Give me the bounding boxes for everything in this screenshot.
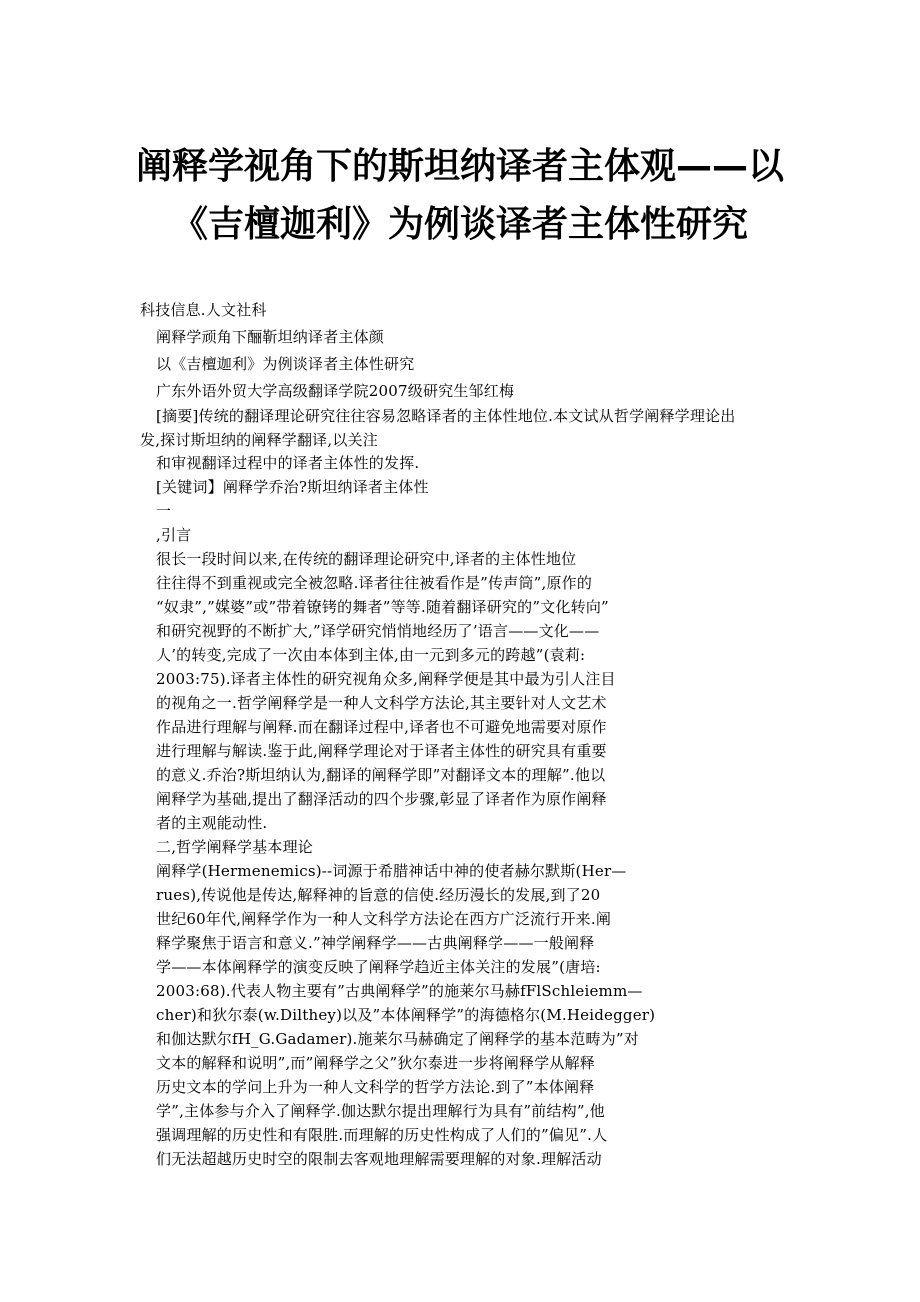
body-line: 学——本体阐释学的演变反映了阐释学趋近主体关注的发展”(唐培: xyxy=(156,958,601,976)
body-line: “奴隶”,”媒婆”或”带着镣铐的舞者”等等.随着翻译研究的”文化转向” xyxy=(156,598,609,616)
body-line: rues),传说他是传达,解释神的旨意的信使.经历漫长的发展,到了20 xyxy=(156,886,601,904)
section-heading: ,引言 xyxy=(156,526,192,544)
body-line: 们无法超越历史时空的限制去客观地理解需要理解的对象.理解活动 xyxy=(156,1150,602,1168)
body-line: 强调理解的历史性和有限胜.而理解的历史性构成了人们的”偏见”.人 xyxy=(156,1126,608,1144)
body-line: 人’的转变,完成了一次由本体到主体,由一元到多元的跨越”(袁莉: xyxy=(156,646,586,664)
abstract-line: 发,探讨斯坦纳的阐释学翻译,以关注 xyxy=(140,431,378,449)
body-line: 阐释学(Hermenemics)--词源于希腊神话中神的使者赫尔默斯(Her— xyxy=(156,862,627,880)
author-line: 广东外语外贸大学高级翻译学院2007级研究生邹红梅 xyxy=(156,382,515,400)
body-line: 和研究视野的不断扩大,”译学研究悄悄地经历了’语言——文化—— xyxy=(156,622,600,640)
article-subtitle: 以《吉檀迦利》为例谈译者主体性研究 xyxy=(156,355,415,373)
document-title-line-2: 《吉檀迦利》为例谈译者主体性研究 xyxy=(171,204,748,245)
body-line: 释学聚焦于语言和意义.”神学阐释学——古典阐释学——一般阐释 xyxy=(156,934,595,952)
section-heading: 二,哲学阐释学基本理论 xyxy=(156,838,313,856)
body-line: 很长一段时间以来,在传统的翻译理论研究中,译者的主体性地位 xyxy=(156,550,577,568)
body-line: 作品进行理解与阐释.而在翻译过程中,译者也不可避免地需要对原作 xyxy=(156,718,607,736)
body-line: 的视角之一.哲学阐释学是一种人文科学方法论,其主要针对人文艺术 xyxy=(156,694,607,712)
keywords-line: [关键词】阐释学乔治?斯坦纳译者主体性 xyxy=(156,478,429,496)
body-line: 和伽达默尔fH_G.Gadamer).施莱尔马赫确定了阐释学的基本范畴为”对 xyxy=(156,1030,639,1048)
section-number: 一 xyxy=(156,502,172,520)
body-line: 世纪60年代,阐释学作为一种人文科学方法论在西方广泛流行开来.阐 xyxy=(156,910,612,928)
body-line: 进行理解与解读.鉴于此,阐释学理论对于译者主体性的研究具有重要 xyxy=(156,742,607,760)
body-line: 文本的解释和说明”,而”阐释学之父”狄尔泰进一步将阐释学从解释 xyxy=(156,1054,595,1072)
abstract-line: 和审视翻译过程中的译者主体性的发挥. xyxy=(156,454,420,472)
article-heading-scan: 阐释学顽角下酾靳坦纳译者主体颜 xyxy=(156,328,385,346)
body-line: cher)和狄尔泰(w.Dilthey)以及”本体阐释学”的海德格尔(M.Heidegger) xyxy=(156,1006,656,1024)
body-line: 2003:68).代表人物主要有”古典阐释学”的施莱尔马赫fFlSchleiemm— xyxy=(156,982,643,1000)
body-line: 2003:75).译者主体性的研究视角众多,阐释学便是其中最为引人注目 xyxy=(156,670,616,688)
document-title-line-1: 阐释学视角下的斯坦纳译者主体观——以 xyxy=(135,146,784,187)
abstract-line: [摘要]传统的翻译理论研究往往容易忽略译者的主体性地位.本文试从哲学阐释学理论出 xyxy=(156,407,736,425)
body-line: 往往得不到重视或完全被忽略.译者往往被看作是”传声筒”,原作的 xyxy=(156,574,593,592)
body-line: 阐释学为基础,提出了翻泽活动的四个步骤,彰显了译者作为原作阐释 xyxy=(156,790,607,808)
body-line: 者的主观能动性. xyxy=(156,814,268,832)
body-line: 学”,主体参与介入了阐释学.伽达默尔提出理解行为具有”前结构”,他 xyxy=(156,1102,605,1120)
body-line: 历史文本的学问上升为一种人文科学的哲学方法论.到了”本体阐释 xyxy=(156,1078,595,1096)
journal-section-label: 科技信息.人文社科 xyxy=(140,301,267,319)
body-line: 的意义.乔治?斯坦纳认为,翻译的阐释学即”对翻译文本的理解”.他以 xyxy=(156,766,606,784)
